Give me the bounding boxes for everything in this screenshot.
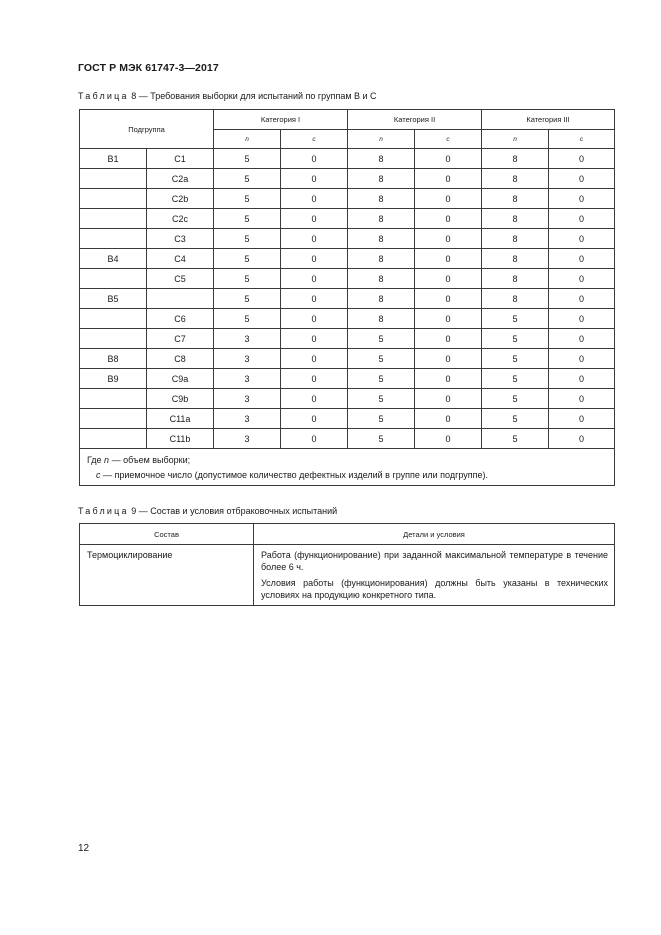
table-row	[80, 309, 615, 329]
group-b-cell	[80, 309, 147, 329]
acceptance-number-cell: 0	[281, 289, 348, 309]
acceptance-number-cell: 0	[281, 229, 348, 249]
group-b-cell: B9	[80, 369, 147, 389]
acceptance-number-cell: 0	[549, 329, 615, 349]
table-row	[80, 409, 615, 429]
sample-size-cell: 8	[482, 269, 549, 289]
sample-size-cell: 3	[214, 389, 281, 409]
group-c-cell: C1	[147, 149, 214, 169]
acceptance-number-cell: 0	[415, 169, 482, 189]
details-paragraph: Условия работы (функционирования) должны быть указаны в технических условиях на продукцию конкретного типа.	[261, 578, 608, 600]
sample-size-cell: 5	[482, 349, 549, 369]
acceptance-number-cell: 0	[281, 349, 348, 369]
acceptance-number-header: c	[415, 130, 482, 149]
sample-size-cell: 5	[348, 429, 415, 449]
sample-size-cell: 8	[348, 169, 415, 189]
category-1-header: Категория I	[214, 110, 348, 130]
sample-size-cell: 5	[482, 409, 549, 429]
group-c-cell: C2c	[147, 209, 214, 229]
acceptance-number-cell: 0	[549, 349, 615, 369]
group-c-cell: C9a	[147, 369, 214, 389]
sample-size-cell: 3	[214, 429, 281, 449]
sample-size-cell: 3	[214, 349, 281, 369]
table-row	[80, 329, 615, 349]
group-c-cell: C3	[147, 229, 214, 249]
sample-size-cell: 5	[482, 429, 549, 449]
sample-size-cell: 5	[214, 149, 281, 169]
acceptance-number-cell: 0	[549, 269, 615, 289]
acceptance-number-cell: 0	[281, 269, 348, 289]
sample-size-cell: 8	[348, 249, 415, 269]
table9-caption-prefix: Таблица	[78, 506, 129, 516]
sample-size-cell: 8	[348, 189, 415, 209]
sample-size-cell: 8	[482, 169, 549, 189]
group-c-cell: C2b	[147, 189, 214, 209]
sample-size-cell: 8	[348, 309, 415, 329]
table-row	[80, 229, 615, 249]
note-line-sample-size: Где n — объем выборки;	[87, 455, 191, 465]
acceptance-number-cell: 0	[549, 369, 615, 389]
acceptance-number-cell: 0	[415, 309, 482, 329]
table-row	[80, 249, 615, 269]
group-b-cell	[80, 429, 147, 449]
acceptance-number-cell: 0	[415, 389, 482, 409]
group-c-cell: C2a	[147, 169, 214, 189]
sample-size-cell: 3	[214, 329, 281, 349]
group-b-cell	[80, 169, 147, 189]
sample-size-cell: 3	[214, 369, 281, 389]
group-b-cell	[80, 389, 147, 409]
acceptance-number-cell: 0	[415, 269, 482, 289]
category-3-header: Категория III	[482, 110, 615, 130]
table8-caption-prefix: Таблица	[78, 91, 129, 101]
sample-size-cell: 5	[214, 249, 281, 269]
composition-header: Состав	[80, 524, 254, 545]
acceptance-number-cell: 0	[415, 289, 482, 309]
acceptance-number-cell: 0	[281, 189, 348, 209]
table-row	[80, 169, 615, 189]
table-row	[80, 289, 615, 309]
group-b-cell	[80, 209, 147, 229]
acceptance-number-cell: 0	[281, 329, 348, 349]
acceptance-number-cell: 0	[549, 189, 615, 209]
table9-caption-text: 9 — Состав и условия отбраковочных испытаний	[131, 506, 338, 516]
table-row	[80, 269, 615, 289]
group-b-cell: B5	[80, 289, 147, 309]
group-b-cell	[80, 329, 147, 349]
sample-size-cell: 5	[348, 369, 415, 389]
acceptance-number-cell: 0	[549, 149, 615, 169]
acceptance-number-cell: 0	[415, 409, 482, 429]
sample-size-cell: 8	[482, 229, 549, 249]
acceptance-number-cell: 0	[549, 229, 615, 249]
sample-size-cell: 5	[348, 329, 415, 349]
acceptance-number-cell: 0	[549, 429, 615, 449]
acceptance-number-cell: 0	[415, 329, 482, 349]
acceptance-number-header: c	[549, 130, 615, 149]
acceptance-number-cell: 0	[415, 209, 482, 229]
group-c-cell	[147, 289, 214, 309]
acceptance-number-cell: 0	[281, 249, 348, 269]
details-paragraph: Работа (функционирование) при заданной максимальной температуре в течение более 6 ч.	[261, 550, 608, 572]
sample-size-cell: 5	[348, 389, 415, 409]
acceptance-number-cell: 0	[415, 189, 482, 209]
group-b-cell	[80, 409, 147, 429]
acceptance-number-cell: 0	[549, 309, 615, 329]
sample-size-cell: 3	[214, 409, 281, 429]
acceptance-number-cell: 0	[281, 369, 348, 389]
sample-size-cell: 8	[482, 209, 549, 229]
table-row	[80, 209, 615, 229]
sample-size-cell: 5	[348, 349, 415, 369]
acceptance-number-cell: 0	[415, 349, 482, 369]
group-c-cell: C9b	[147, 389, 214, 409]
acceptance-number-header: c	[281, 130, 348, 149]
sample-size-cell: 5	[482, 329, 549, 349]
sample-size-cell: 5	[214, 269, 281, 289]
group-b-cell	[80, 189, 147, 209]
acceptance-number-cell: 0	[281, 169, 348, 189]
group-c-cell: C7	[147, 329, 214, 349]
sample-size-header: n	[348, 130, 415, 149]
group-b-cell: B1	[80, 149, 147, 169]
sample-size-cell: 5	[482, 369, 549, 389]
table-row	[80, 349, 615, 369]
acceptance-number-cell: 0	[415, 149, 482, 169]
sample-size-cell: 5	[482, 309, 549, 329]
acceptance-number-cell: 0	[281, 309, 348, 329]
test-name-cell: Термоциклирование	[80, 545, 254, 606]
table-row	[80, 389, 615, 409]
sample-size-header: n	[214, 130, 281, 149]
sample-size-cell: 8	[348, 229, 415, 249]
acceptance-number-cell: 0	[281, 149, 348, 169]
sampling-table	[79, 109, 615, 486]
note-line-acceptance-number: c — приемочное число (допустимое количество дефектных изделий в группе или подгруппе).	[96, 470, 489, 480]
sample-size-cell: 8	[482, 289, 549, 309]
acceptance-number-cell: 0	[549, 209, 615, 229]
group-b-cell: B8	[80, 349, 147, 369]
sample-size-cell: 8	[482, 249, 549, 269]
acceptance-number-cell: 0	[281, 389, 348, 409]
group-c-cell: C5	[147, 269, 214, 289]
table-row	[80, 545, 615, 606]
screening-table	[79, 523, 615, 606]
table-row	[80, 189, 615, 209]
table8-note	[80, 449, 615, 486]
sample-size-cell: 8	[348, 149, 415, 169]
acceptance-number-cell: 0	[549, 389, 615, 409]
test-details-cell	[254, 545, 615, 606]
sample-size-cell: 8	[482, 149, 549, 169]
acceptance-number-cell: 0	[549, 289, 615, 309]
sample-size-cell: 5	[214, 189, 281, 209]
details-header: Детали и условия	[254, 524, 615, 545]
table9-caption	[78, 506, 337, 516]
acceptance-number-cell: 0	[415, 229, 482, 249]
group-b-cell	[80, 229, 147, 249]
subgroup-header: Подгруппа	[80, 110, 214, 149]
acceptance-number-cell: 0	[281, 429, 348, 449]
page-header: ГОСТ Р МЭК 61747-3—2017	[78, 62, 219, 74]
sample-size-cell: 5	[348, 409, 415, 429]
table-row	[80, 149, 615, 169]
acceptance-number-cell: 0	[549, 409, 615, 429]
table8-caption-text: 8 — Требования выборки для испытаний по группам В и С	[131, 91, 377, 101]
group-c-cell: C11b	[147, 429, 214, 449]
sample-size-cell: 8	[482, 189, 549, 209]
group-c-cell: C8	[147, 349, 214, 369]
page-number: 12	[78, 843, 90, 854]
table-row	[80, 429, 615, 449]
sample-size-cell: 5	[214, 209, 281, 229]
sample-size-cell: 5	[214, 289, 281, 309]
acceptance-number-cell: 0	[415, 429, 482, 449]
table-row	[80, 369, 615, 389]
sample-size-cell: 5	[214, 229, 281, 249]
group-b-cell	[80, 269, 147, 289]
group-c-cell: C4	[147, 249, 214, 269]
sample-size-cell: 8	[348, 289, 415, 309]
group-c-cell: C6	[147, 309, 214, 329]
group-b-cell: B4	[80, 249, 147, 269]
acceptance-number-cell: 0	[549, 169, 615, 189]
sample-size-cell: 5	[214, 309, 281, 329]
category-2-header: Категория II	[348, 110, 482, 130]
sample-size-cell: 8	[348, 209, 415, 229]
sampling-table-body	[80, 149, 615, 449]
acceptance-number-cell: 0	[415, 249, 482, 269]
acceptance-number-cell: 0	[549, 249, 615, 269]
sample-size-cell: 5	[214, 169, 281, 189]
sample-size-cell: 8	[348, 269, 415, 289]
group-c-cell: C11a	[147, 409, 214, 429]
acceptance-number-cell: 0	[281, 209, 348, 229]
sample-size-cell: 5	[482, 389, 549, 409]
table8-caption	[78, 91, 377, 101]
sample-size-header: n	[482, 130, 549, 149]
acceptance-number-cell: 0	[415, 369, 482, 389]
acceptance-number-cell: 0	[281, 409, 348, 429]
